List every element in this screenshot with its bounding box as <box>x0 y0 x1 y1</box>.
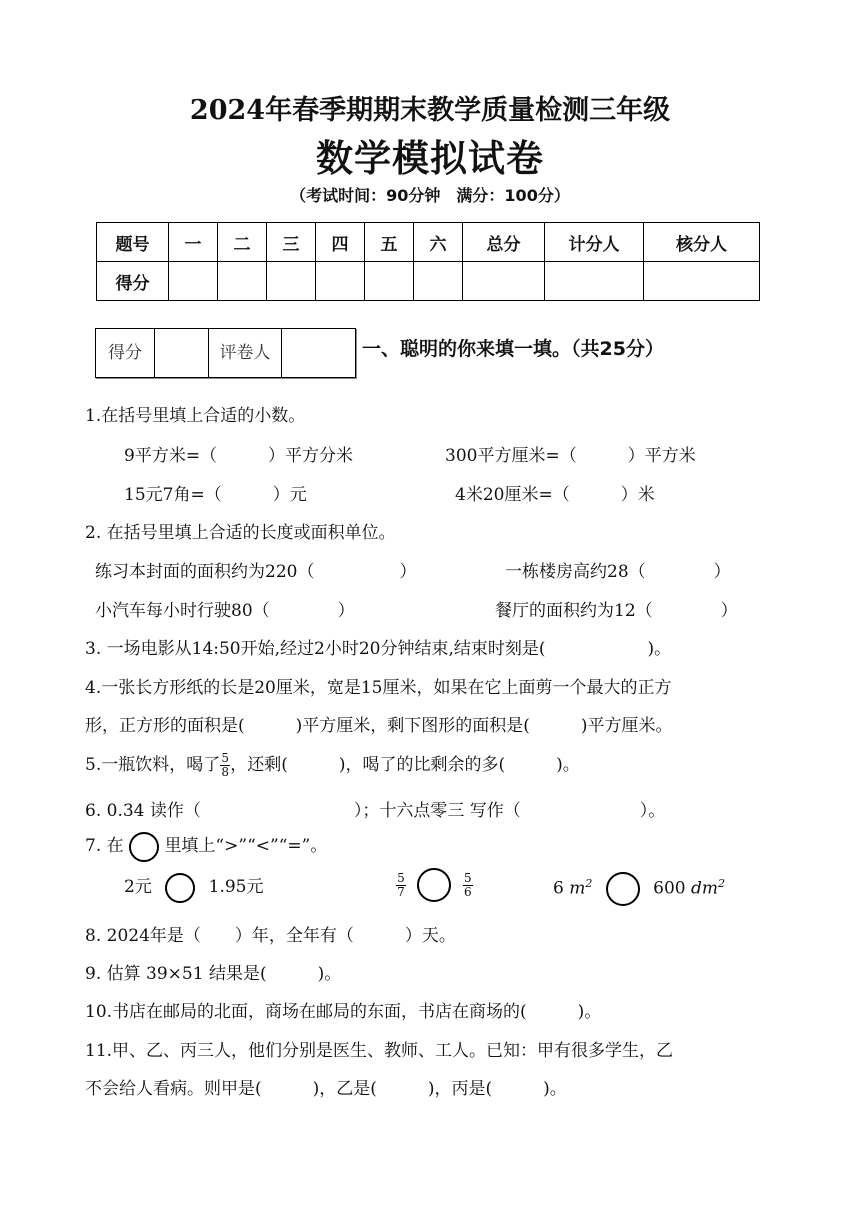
score-cell[interactable] <box>545 262 644 301</box>
exam-info: （考试时间：90分钟 满分：100分） <box>290 186 570 205</box>
question-1a: 9平方米=（ ）平方分米 <box>124 446 354 466</box>
fraction <box>220 752 230 779</box>
grade-box-grader-cell[interactable] <box>282 329 355 377</box>
score-cell[interactable] <box>365 262 414 301</box>
question-9: 9. 估算 39×51 结果是( )。 <box>85 964 342 984</box>
grade-box-score-label: 得分 <box>96 329 155 377</box>
compare-a-left: 2元 <box>124 877 152 897</box>
score-table-header-cell: 五 <box>365 223 414 262</box>
score-cell[interactable] <box>463 262 545 301</box>
score-cell[interactable] <box>218 262 267 301</box>
fraction-numerator: 5 <box>397 870 405 885</box>
score-table-header-cell: 六 <box>414 223 463 262</box>
question-3: 3. 一场电影从14:50开始,经过2小时20分钟结束,结束时刻是( )。 <box>85 639 672 659</box>
exponent: 2 <box>718 876 726 890</box>
score-table-header-cell: 题号 <box>97 223 169 262</box>
question-1: 1.在括号里填上合适的小数。 <box>85 406 306 426</box>
score-table-header-cell: 计分人 <box>545 223 644 262</box>
question-2b: 一栋楼房高约28（ ） <box>505 562 731 582</box>
section-heading: 一、聪明的你来填一填。（共25分） <box>362 338 664 360</box>
exam-subject-title: 数学模拟试卷 <box>316 137 544 180</box>
compare-circle-c[interactable] <box>606 872 640 906</box>
question-6: 6. 0.34 读作（ ）；十六点零三 写作（ ）。 <box>85 801 666 821</box>
question-5-prefix: 5.一瓶饮料，喝了 <box>85 755 221 775</box>
question-7-suffix: 里填上“>”“<”“=”。 <box>164 836 328 856</box>
score-row-label: 得分 <box>97 262 169 301</box>
compare-circle-b[interactable] <box>417 868 451 902</box>
compare-circle <box>129 832 159 862</box>
score-table <box>96 222 760 301</box>
grade-box-grader-label: 评卷人 <box>209 329 282 377</box>
compare-a-right: 1.95元 <box>208 877 264 897</box>
compare-circle-a[interactable] <box>165 873 195 903</box>
score-table-score-row <box>97 262 760 301</box>
score-table-header-cell: 总分 <box>463 223 545 262</box>
question-7-prefix: 7. 在 <box>85 836 124 856</box>
score-table-header-cell: 二 <box>218 223 267 262</box>
compare-c-left: 6 <box>553 878 564 899</box>
compare-c-right: 600 <box>653 878 686 899</box>
question-2: 2. 在括号里填上合适的长度或面积单位。 <box>85 523 396 543</box>
question-11-line2: 不会给人看病。则甲是( )，乙是( )，丙是( )。 <box>85 1079 567 1099</box>
score-cell[interactable] <box>316 262 365 301</box>
question-7 <box>85 831 327 862</box>
compare-item-c <box>553 872 725 906</box>
question-5 <box>85 750 580 779</box>
compare-item-a <box>124 872 264 903</box>
section-grade-box <box>95 328 356 378</box>
score-cell[interactable] <box>644 262 760 301</box>
question-2a: 练习本封面的面积约为220（ ） <box>95 562 417 582</box>
fraction-numerator: 5 <box>221 751 230 765</box>
question-2c: 小汽车每小时行驶80（ ） <box>95 601 355 621</box>
question-1b: 300平方厘米=（ ）平方米 <box>445 446 696 466</box>
question-1c: 15元7角=（ ）元 <box>124 485 307 505</box>
score-table-header-row <box>97 223 760 262</box>
fraction-denominator: 8 <box>221 765 230 779</box>
compare-item-b <box>396 868 473 902</box>
question-1d: 4米20厘米=（ ）米 <box>455 485 655 505</box>
fraction <box>396 872 406 899</box>
exam-title: 2024年春季期期末教学质量检测三年级 <box>189 95 671 126</box>
fraction <box>463 872 473 899</box>
exponent: 2 <box>585 876 593 890</box>
score-cell[interactable] <box>169 262 218 301</box>
unit-m: m <box>569 878 586 899</box>
question-10: 10.书店在邮局的北面，商场在邮局的东面，书店在商场的( )。 <box>85 1002 602 1022</box>
question-11-line1: 11.甲、乙、丙三人，他们分别是医生、教师、工人。已知：甲有很多学生，乙 <box>85 1041 674 1061</box>
question-4-line1: 4.一张长方形纸的长是20厘米，宽是15厘米，如果在它上面剪一个最大的正方 <box>85 678 672 698</box>
question-5-suffix: ，还剩( )，喝了的比剩余的多( )。 <box>230 755 580 775</box>
score-cell[interactable] <box>267 262 316 301</box>
fraction-denominator: 7 <box>397 884 405 899</box>
score-table-header-cell: 核分人 <box>644 223 760 262</box>
unit-dm: dm <box>691 878 719 899</box>
score-table-header-cell: 四 <box>316 223 365 262</box>
question-8: 8. 2024年是（ ）年，全年有（ ）天。 <box>85 926 456 946</box>
score-cell[interactable] <box>414 262 463 301</box>
grade-box-score-cell[interactable] <box>155 329 209 377</box>
fraction-denominator: 6 <box>463 884 472 899</box>
score-table-header-cell: 一 <box>169 223 218 262</box>
question-2d: 餐厅的面积约为12（ ） <box>495 601 738 621</box>
score-table-header-cell: 三 <box>267 223 316 262</box>
fraction-numerator: 5 <box>463 870 472 885</box>
question-4-line2: 形，正方形的面积是( )平方厘米，剩下图形的面积是( )平方厘米。 <box>85 716 673 736</box>
